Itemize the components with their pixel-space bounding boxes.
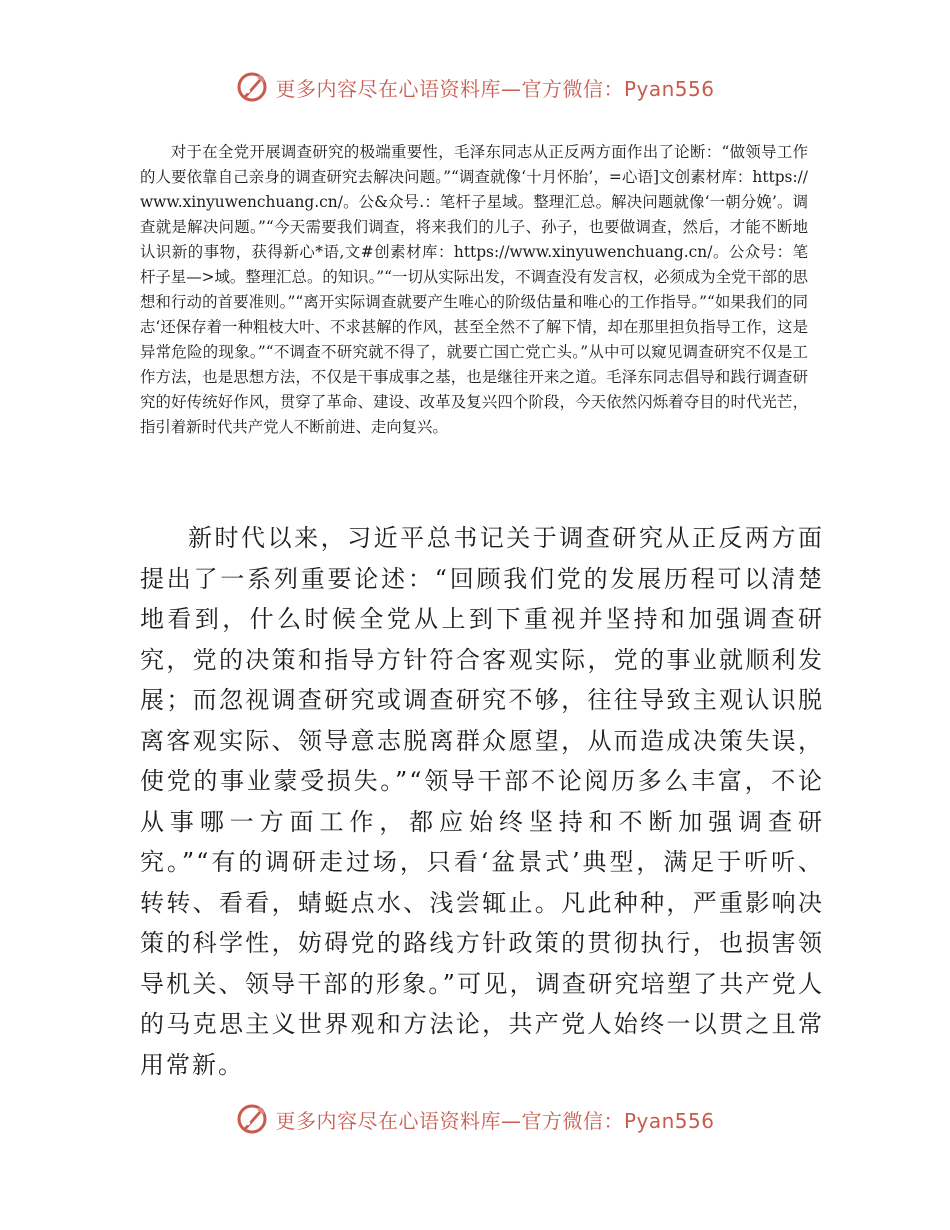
footer-banner — [0, 1102, 950, 1136]
quill-seal-icon — [235, 70, 269, 104]
body-paragraph-2: 新时代以来，习近平总书记关于调查研究从正反两方面提出了一系列重要论述：“回顾我们党的发展历程可以清楚地看到，什么时候全党从上到下重视并坚持和加强调查研究，党的决策和指导方针符合客观实际，党的事业就顺利发展；而忽视调查研究或调查研究不够，往往导致主观认识脱离客观实际、领导意志脱离群众愿望，从而造成决策失误，使党的事业蒙受损失。”“领导干部不论阅历多么丰富，不论从事哪一方面工作，都应始终坚持和不断加强调查研究。”“有的调研走过场，只看‘盆景式’典型，满足于听听、转转、看看，蜻蜓点水、浅尝辄止。凡此种种，严重影响决策的科学性，妨碍党的路线方针政策的贯彻执行，也损害领导机关、领导干部的形象。”可见，调查研究培塑了共产党人的马克思主义世界观和方法论，共产党人始终一以贯之且常用常新。 — [140, 524, 824, 1079]
header-banner-text: 更多内容尽在心语资料库—官方微信：Pyan556 — [275, 76, 715, 101]
quill-seal-icon — [235, 1102, 269, 1136]
header-banner — [0, 70, 950, 104]
footer-banner-text: 更多内容尽在心语资料库—官方微信：Pyan556 — [275, 1108, 715, 1133]
body-paragraph-1: 对于在全党开展调查研究的极端重要性，毛泽东同志从正反两方面作出了论断：“做领导工作的人要依靠自己亲身的调查研究去解决问题。”“调查就像‘十月怀胎’，=心语]文创素材库：https://www.xinyuwenchuang.cn/。公&众号.：笔杆子星域。整理汇总。解决问题就像‘一朝分娩’。调查就是解决问题。”“今天需要我们调查，将来我们的儿子、孙子，也要做调查，然后，才能不断地认识新的事物，获得新心*语,文#创素材库：https://www.xinyuwenchuang.cn/。公众号：笔杆子星—>域。整理汇总。的知识。”“一切从实际出发，不调查没有发言权，必须成为全党干部的思想和行动的首要准则。”“离开实际调查就要产生唯心的阶级估量和唯心的工作指导。”“如果我们的同志‘还保存着一种粗枝大叶、不求甚解的作风，甚至全然不了解下情，却在那里担负指导工作，这是异常危险的现象。”“不调查不研究就不得了，就要亡国亡党亡头。”从中可以窥见调查研究不仅是工作方法，也是思想方法，不仅是干事成事之基，也是继往开来之道。毛泽东同志倡导和践行调查研究的好传统好作风，贯穿了革命、建设、改革及复兴四个阶段，今天依然闪烁着夺目的时代光芒，指引着新时代共产党人不断前进、走向复兴。 — [140, 143, 808, 436]
